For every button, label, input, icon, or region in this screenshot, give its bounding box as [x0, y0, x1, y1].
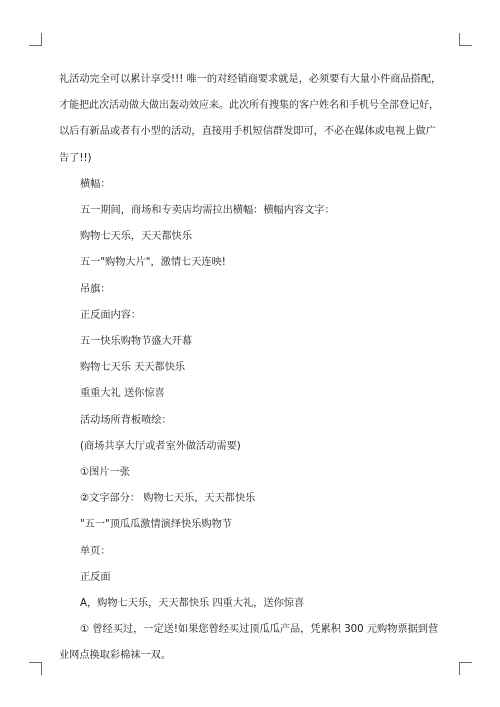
- section-heading-backdrop: 活动场所背板喷绘：: [80, 414, 172, 426]
- body-line: 才能把此次活动做大做出轰动效应来。此次所有搜集的客户姓名和手机号全部登记好，: [59, 100, 439, 112]
- body-line: 正反面内容：: [80, 309, 142, 321]
- body-line: 购物七天乐 天天都快乐: [80, 362, 186, 374]
- body-line: 告了!!): [59, 152, 92, 164]
- body-line: 购物七天乐，天天都快乐: [80, 231, 193, 243]
- section-heading-banner: 横幅：: [80, 178, 111, 190]
- body-line: 五一"购物大片"，激情七天连映!: [80, 257, 226, 269]
- body-line: A，购物七天乐，天天都快乐 四重大礼，送你惊喜: [80, 598, 305, 610]
- document-body: [59, 67, 445, 670]
- crop-mark-bottom-right: [459, 662, 472, 675]
- body-line: ① 曾经买过，一定送!如果您曾经买过顶瓜瓜产品，凭累积 300 元购物票据到营: [80, 624, 439, 636]
- body-line: 五一快乐购物节盛大开幕: [80, 336, 193, 348]
- body-line: 重重大礼 送你惊喜: [80, 388, 165, 400]
- crop-mark-top-right: [459, 33, 472, 46]
- section-heading-flyer: 单页：: [80, 545, 111, 557]
- body-line: 礼活动完全可以累计享受!!! 唯一的对经销商要求就是，必须要有大量小件商品搭配，: [59, 74, 442, 85]
- body-line: 正反面: [80, 571, 111, 583]
- body-line: 五一期间，商场和专卖店均需拉出横幅：横幅内容文字：: [80, 205, 335, 217]
- body-line: (商场共享大厅或者室外做活动需要): [80, 440, 241, 452]
- body-line: 以后有新品或者有小型的活动，直接用手机短信群发即可，不必在媒体或电视上做广: [59, 126, 436, 138]
- crop-mark-bottom-left: [29, 662, 42, 675]
- body-line: ②文字部分： 购物七天乐，天天都快乐: [80, 493, 256, 505]
- body-line: 业网点换取彩棉袜一双。: [59, 650, 172, 662]
- body-line: "五一"顶瓜瓜激情演绎快乐购物节: [80, 519, 232, 531]
- crop-mark-top-left: [29, 33, 42, 46]
- section-heading-hanging-flag: 吊旗：: [80, 283, 111, 295]
- body-line: ①图片一张: [80, 467, 130, 479]
